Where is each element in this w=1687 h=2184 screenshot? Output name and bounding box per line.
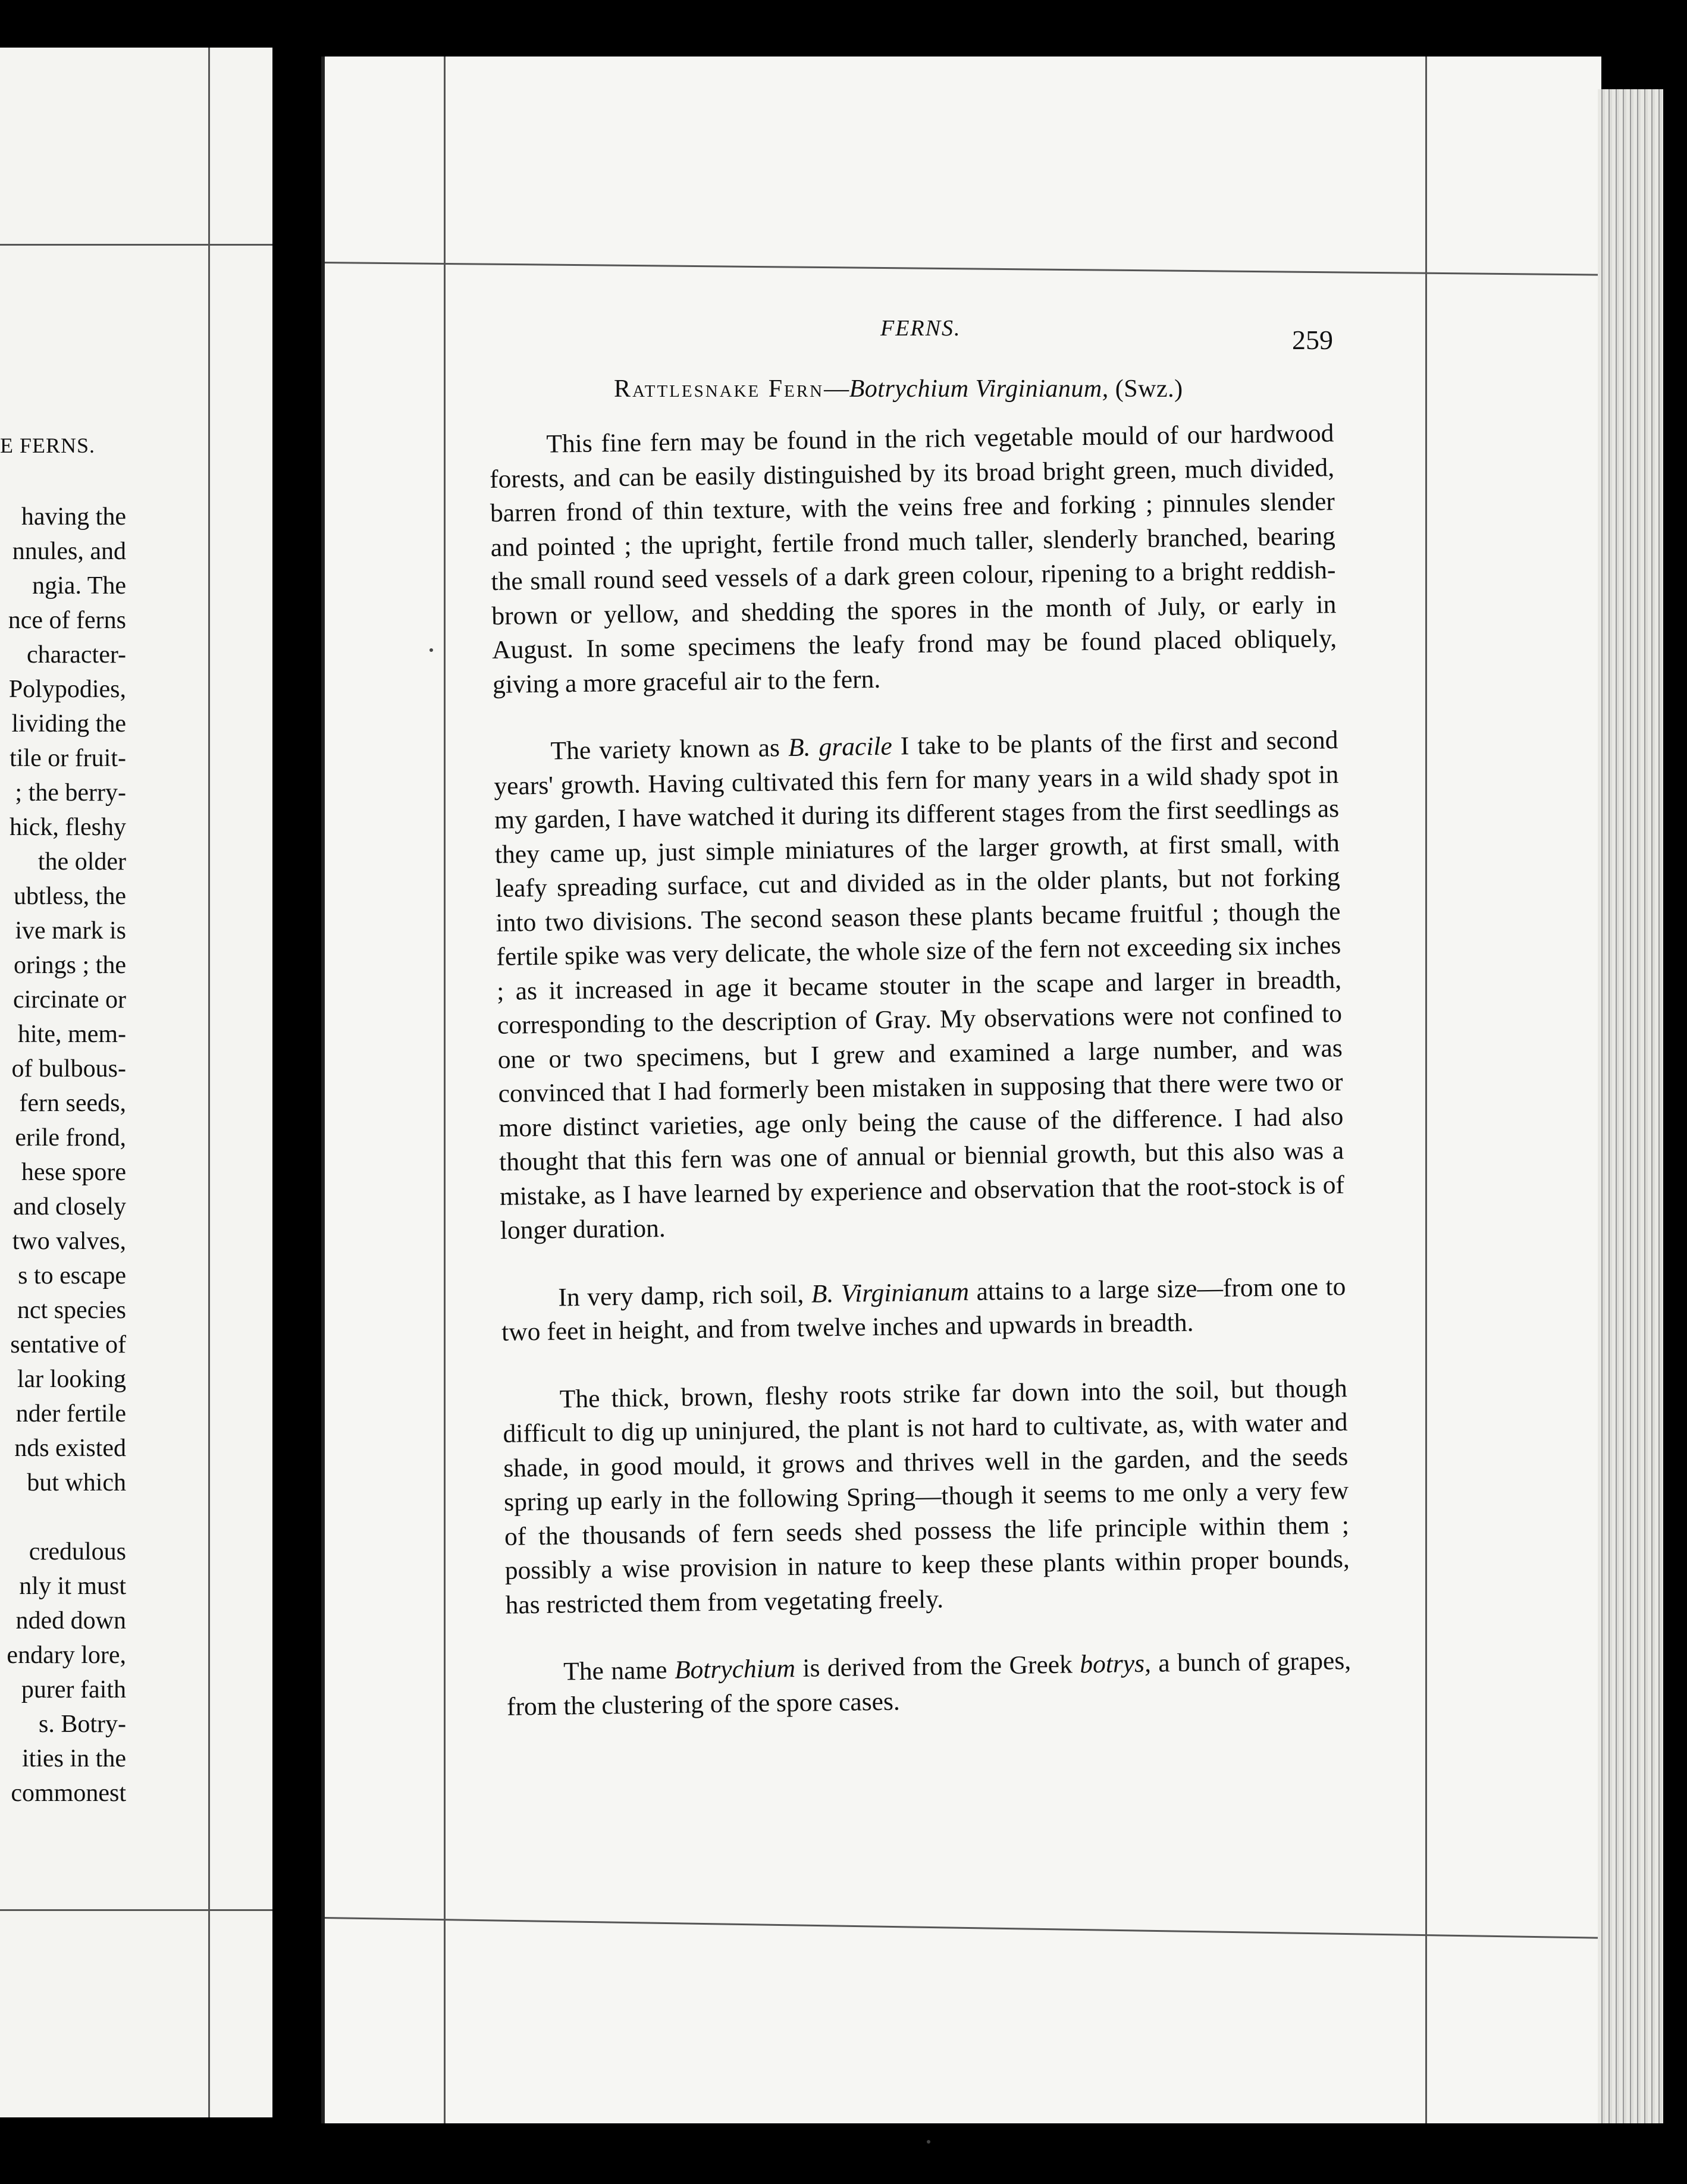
- title-latin-name: Botrychium Virginianum,: [849, 375, 1109, 403]
- page-edges: [1598, 89, 1663, 2123]
- paragraph-5: [506, 1644, 1352, 1724]
- left-page-rule-horizontal-bottom: [0, 1909, 272, 1911]
- left-line: ubtless, the: [14, 883, 126, 910]
- paragraph-3-text-a: In very damp, rich soil,: [558, 1279, 812, 1312]
- left-line: and closely: [12, 1193, 126, 1220]
- title-author: (Swz.): [1108, 375, 1183, 403]
- left-line: s to escape: [18, 1262, 126, 1289]
- article-body: [489, 416, 1352, 1758]
- left-line: tile or fruit-: [10, 745, 126, 772]
- left-line: endary lore,: [7, 1642, 126, 1669]
- right-page-rule-horizontal-top: [325, 262, 1601, 276]
- left-line: having the: [21, 503, 126, 531]
- left-page: [0, 48, 272, 2117]
- paragraph-2-text-a: The variety known as: [550, 733, 789, 765]
- left-line: the older: [37, 848, 126, 876]
- paragraph-3: [501, 1270, 1346, 1350]
- left-page-rule-horizontal-top: [0, 244, 272, 246]
- speck: [429, 648, 433, 652]
- left-line: ities in the: [22, 1745, 126, 1772]
- right-page-rule-vertical-left: [444, 57, 446, 2123]
- left-line: nly it must: [19, 1573, 126, 1600]
- running-head: FERNS.: [880, 316, 961, 341]
- paragraph-5-text-c: a bunch of grapes, from the clustering of the spore cases.: [506, 1646, 1352, 1721]
- left-line: lividing the: [11, 710, 126, 738]
- paragraph-5-italic-2: botrys,: [1079, 1649, 1152, 1679]
- left-line: ; the berry-: [15, 779, 126, 807]
- left-line: nds existed: [14, 1435, 126, 1462]
- left-line: sentative of: [10, 1331, 126, 1358]
- left-page-text: [0, 500, 126, 1810]
- right-page-rule-vertical-right: [1425, 57, 1427, 2123]
- right-page-rule-horizontal-bottom: [325, 1917, 1601, 1939]
- left-line: ive mark is: [15, 917, 126, 944]
- left-line: nded down: [15, 1607, 126, 1634]
- paragraph-2-text-b: I take to be plants of the first and second years' growth. Having cultivated this fern for many years in a wild shady spot in my garden, I have watched it during its different stages from the first seedlings as they came up, just simple miniatures of the larger growth, at first small, with leafy spreading surface, cut and divided as in the older plants, but not forking into two divisions. The second season these plants became fruitful ; though the fertile spike was very delicate, the whole size of the fern not exceeding six inches ; as it increased in age it became stouter in the scape and larger in breadth, corresponding to the description of Gray. My observations were not confined to one or two specimens, but I grew and examined a large number, and was convinced that I had formerly been mistaken in supposing that there were two or more distinct varieties, age only being the cause of the difference. I had also thought that this fern was one of annual or biennial growth, but this also was a mistake, as I have learned by experience and observation that the root-stock is of longer duration.: [494, 726, 1345, 1245]
- paragraph-1: This fine fern may be found in the rich vegetable mould of our hardwood forests, and can be easily distinguished by its broad bright green, much divided, barren frond of thin texture, with the veins free and forking ; pinnules slender and pointed ; the upright, fertile frond much taller, slenderly branched, bearing the small round seed vessels of a dark green colour, ripening to a bright reddish-brown or yellow, and shedding the spores in the month of July, or early in August. In some specimens the leafy frond may be found placed obliquely, giving a more graceful air to the fern.: [489, 419, 1337, 699]
- left-line: [0, 1500, 126, 1535]
- paragraph-2-italic: B. gracile: [788, 732, 893, 762]
- paragraph-3-italic: B. Virginianum: [811, 1277, 970, 1308]
- paragraph-5-text-b: is derived from the Greek: [795, 1650, 1080, 1683]
- left-line: ngia. The: [32, 572, 126, 600]
- left-line: nce of ferns: [8, 607, 126, 634]
- left-line: erile frond,: [15, 1124, 126, 1151]
- left-line: but which: [27, 1469, 126, 1496]
- left-page-heading: E FERNS.: [0, 434, 96, 457]
- left-line: lar looking: [17, 1366, 126, 1393]
- speck: [927, 2140, 930, 2144]
- title-dash: —: [824, 375, 849, 403]
- paragraph-2: [493, 723, 1345, 1248]
- left-line: hese spore: [21, 1159, 126, 1186]
- left-line: hite, mem-: [18, 1021, 126, 1048]
- paragraph-3-text-b: attains to a large size—from one to two feet in height, and from twelve inches and upwards in breadth.: [501, 1272, 1346, 1347]
- left-line: commonest: [11, 1780, 126, 1807]
- left-line: two valves,: [12, 1228, 126, 1255]
- article-title: [614, 375, 1268, 403]
- paragraph-4: The thick, brown, fleshy roots strike far down into the soil, but though difficult to dig up uninjured, the plant is not hard to cultivate, as, with water and shade, in good mould, it grows and thrives well in the garden, and the seeds spring up early in the following Spring—though it seems to me only a very few of the thousands of fern seeds shed possess the life principle within them ; possibly a wise provision in nature to keep these plants within proper bounds, has restricted them from vegetating freely.: [503, 1373, 1350, 1620]
- left-line: hick, fleshy: [10, 814, 126, 841]
- left-line: of bulbous-: [11, 1055, 126, 1082]
- left-page-rule-vertical: [208, 48, 210, 2117]
- left-line: Polypodies,: [8, 676, 126, 703]
- title-common-name: Rattlesnake Fern: [614, 375, 824, 403]
- paragraph-5-italic-1: Botrychium: [674, 1654, 796, 1684]
- left-line: orings ; the: [14, 952, 126, 979]
- left-line: s. Botry-: [39, 1711, 126, 1738]
- left-line: credulous: [29, 1538, 126, 1565]
- paragraph-5-text-a: The name: [563, 1655, 675, 1686]
- left-line: purer faith: [21, 1676, 126, 1703]
- left-line: character-: [27, 641, 126, 669]
- left-line: circinate or: [12, 986, 126, 1013]
- left-line: nnules, and: [12, 538, 126, 565]
- left-line: nct species: [17, 1297, 126, 1324]
- page-number: 259: [1292, 325, 1333, 355]
- left-line: fern seeds,: [19, 1090, 126, 1117]
- left-line: nder fertile: [15, 1400, 126, 1427]
